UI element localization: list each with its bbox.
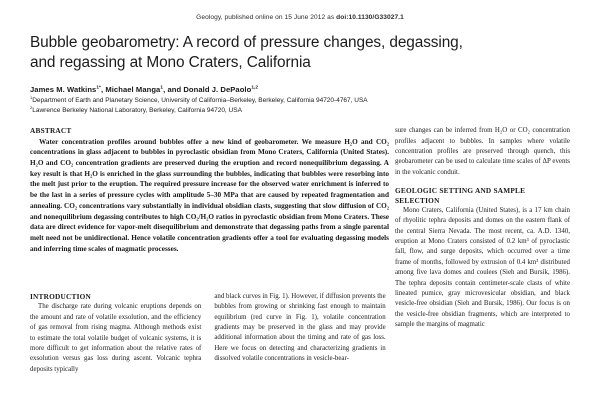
middle-column-paragraph: and black curves in Fig. 1). However, if diffusion prevents the bubbles from growing or shrinking fast enough to maintain equilibrium (red curve in Fig. 1), volatile concentration gradients may be preserved in the glass and may provide additional information about the timing and rate of gas loss. Here we focus on detecting and characterizing gradients in dissolved volatile concentrations in vesicle-bear-: [214, 293, 386, 363]
column-right-spacer: [399, 292, 570, 400]
page-title: [30, 33, 570, 74]
doi-text: doi:10.1130/G33027.1: [336, 14, 404, 21]
column-left: [30, 292, 201, 400]
geologic-setting-heading: [395, 186, 570, 205]
introduction-paragraph: The discharge rate during volcanic eruptions depends on the amount and rate of volatile exsolution, and the efficiency of gas removal from rising magma. Although methods exist to estimate the total volatile budget of volcanic systems, it is more difficult to get information about the relative rates of exsolution versus gas loss during ascent. Volcanic tephra deposits typically: [30, 303, 202, 373]
author-list: [30, 85, 570, 94]
journal-citation-text: Geology, published online on 15 June 2012 as: [196, 14, 337, 21]
affiliation-item: [30, 96, 570, 106]
introduction-heading: INTRODUCTION: [30, 292, 92, 301]
author-name: James M. Watkins: [30, 84, 97, 94]
affiliation-item: [30, 106, 570, 116]
affiliation-list: [30, 96, 570, 116]
geologic-setting-heading-line-1: GEOLOGIC SETTING AND SAMPLE: [395, 186, 526, 196]
right-column-continued-paragraph: sure changes can be inferred from H₂O or CO₂ concentration profiles adjacent to bubbles. In samples where volatile concentration profiles are preserved through quench, this geobarometer can be used to calculate time scales of ΔP events in the volcanic conduit.: [395, 127, 570, 176]
body-columns: [30, 292, 570, 400]
author-separator: ,: [100, 84, 106, 94]
author-name: Donald J. DePaolo: [183, 84, 252, 94]
title-line-1: Bubble geobarometry: A record of pressure changes, degassing,: [30, 34, 463, 51]
author-name: Michael Manga: [105, 84, 161, 94]
abstract-paragraph: Water concentration profiles around bubbles offer a new kind of geobarometer. We measure H₂O and CO₂ concentrations in glass adjacent to bubbles in pyroclastic obsidian from Mono Craters, California (United States). H₂O and CO₂ concentration gradients are preserved during the eruption and record nonequilibrium degassing. A key result is that H₂O is enriched in the glass surrounding the bubbles, indicating that bubbles were resorbing into the melt just prior to the eruption. The required pressure increase for the observed water enrichment is inferred to be the last in a series of pressure cycles with amplitude 5–30 MPa that are caused by repeated fragmentation and annealing. CO₂ concentrations vary substantially in individual obsidian clasts, suggesting that slow diffusion of CO₂ and nonequilibrium degassing contributes to high CO₂/H₂O ratios in pyroclastic obsidian from Mono Craters. These data are direct evidence for vapor-melt disequilibrium and demonstrate that degassing paths from a single parental melt need not be unidirectional. Hence volatile concentration gradients offer a tool for evaluating degassing models and inferring time scales of magmatic processes.: [30, 137, 389, 253]
author-affiliation-marker: 1,2: [251, 84, 259, 90]
author-affiliation-marker: 1*: [96, 84, 101, 90]
author-conjunction: and: [167, 84, 184, 94]
affiliation-marker: 2: [30, 105, 33, 111]
abstract-section: [30, 126, 389, 254]
affiliation-marker: 1: [30, 95, 33, 101]
geologic-setting-heading-line-2: SELECTION: [395, 195, 440, 205]
column-middle: [214, 292, 385, 400]
geologic-setting-paragraph: Mono Craters, California (United States), is a 17 km chain of rhyolitic tephra deposits and domes on the eastern flank of the central Sierra Nevada. The most recent, ca. A.D. 1340, eruption at Mono Craters consisted of 0.2 km³ of pyroclastic fall, flow, and surge deposits, which occurred over a time frame of months, followed by extrusion of 0.4 km³ distributed among five lava domes and coulees (Sieh and Bursik, 1986). The tephra deposits contain centimeter-scale clasts of white lineated pumice, gray microvesicular obsidian, and black vesicle-free obsidian (Sieh and Bursik, 1986). Our focus is on the vesicle-free obsidian fragments, which are interpreted to sample the margins of magmatic: [395, 206, 570, 328]
affiliation-text: Department of Earth and Planetary Science, University of California–Berkeley, Berkeley, California 94720-4767, USA: [32, 97, 368, 105]
affiliation-text: Lawrence Berkeley National Laboratory, Berkeley, California 94720, USA: [32, 107, 242, 115]
journal-running-header: [30, 0, 570, 21]
abstract-heading: ABSTRACT: [30, 126, 72, 136]
author-affiliation-marker: 1: [160, 84, 164, 90]
title-line-2: and regassing at Mono Craters, California: [30, 54, 311, 72]
author-separator: ,: [163, 84, 168, 94]
